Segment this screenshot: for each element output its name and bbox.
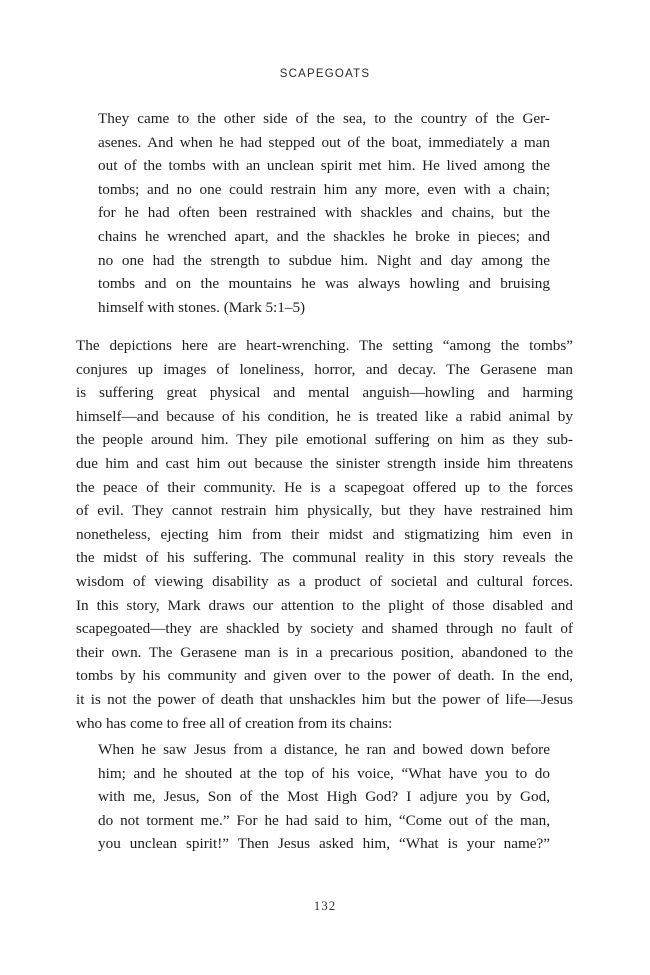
paragraph-line: the peace of their community. He is a scapegoat offered up to the forces [76, 478, 573, 496]
quote-line: do not torment me.” For he had said to him, “Come out of the man, [98, 811, 550, 829]
page-number: 132 [313, 898, 337, 913]
quote-line: They came to the other side of the sea, to the country of the Ger- [98, 110, 550, 127]
paragraph-line: conjures up images of loneliness, horror, and decay. The Gerasene man [76, 360, 573, 378]
running-header: SCAPEGOATS [279, 68, 371, 80]
quote-line: out of the tombs with an unclean spirit met him. He lived among the [98, 157, 550, 175]
paragraph-line: of evil. They cannot restrain him physically, but they have restrained him [76, 502, 573, 520]
paragraph-line: tombs by his community and given over to the power of death. In the end, [76, 667, 573, 685]
quote-line: chains he wrenched apart, and the shackles he broke in pieces; and [98, 227, 550, 245]
paragraph-line: wisdom of viewing disability as a product of societal and cultural forces. [76, 572, 573, 590]
quote-line: tombs; and no one could restrain him any more, even with a chain; [98, 180, 550, 198]
quote-line: no one had the strength to subdue him. Night and day among the [98, 251, 550, 269]
block-quote-mark-5-1-5 [98, 107, 550, 319]
quote-line: with me, Jesus, Son of the Most High God? I adjure you by God, [98, 788, 550, 806]
quote-line: you unclean spirit!” Then Jesus asked him, “What is your name?” [98, 835, 550, 853]
paragraph-line: their own. The Gerasene man is in a precarious position, abandoned to the [76, 643, 573, 661]
paragraph-line: who has come to free all of creation from its chains: [76, 714, 393, 732]
paragraph-line: scapegoated—they are shackled by society and shamed through no fault of [76, 620, 573, 638]
block-quote-mark-5-6-9 [98, 738, 550, 856]
paragraph-line: In this story, Mark draws our attention to the plight of those disabled and [76, 596, 573, 614]
body-paragraph [76, 334, 573, 735]
quote-line: himself with stones. (Mark 5:1–5) [98, 298, 306, 316]
paragraph-line: is suffering great physical and mental anguish—howling and harming [76, 384, 573, 402]
quote-line: tombs and on the mountains he was always howling and bruising [98, 275, 550, 293]
quote-line: asenes. And when he had stepped out of the boat, immediately a man [98, 133, 550, 151]
quote-line: When he saw Jesus from a distance, he ran and bowed down before [98, 741, 550, 758]
paragraph-line: The depictions here are heart-wrenching. The setting “among the tombs” [76, 337, 573, 354]
paragraph-line: nonetheless, ejecting him from their midst and stigmatizing him even in [76, 525, 573, 543]
paragraph-line: the midst of his suffering. The communal reality in this story reveals the [76, 549, 573, 567]
quote-line: him; and he shouted at the top of his voice, “What have you to do [98, 764, 550, 782]
paragraph-line: the people around him. They pile emotional suffering on him as they sub- [76, 431, 573, 449]
paragraph-line: due him and cast him out because the sinister strength inside him threatens [76, 454, 573, 472]
quote-line: for he had often been restrained with shackles and chains, but the [98, 204, 550, 222]
paragraph-line: it is not the power of death that unshackles him but the power of life—Jesus [76, 690, 573, 708]
paragraph-line: himself—and because of his condition, he is treated like a rabid animal by [76, 407, 573, 425]
